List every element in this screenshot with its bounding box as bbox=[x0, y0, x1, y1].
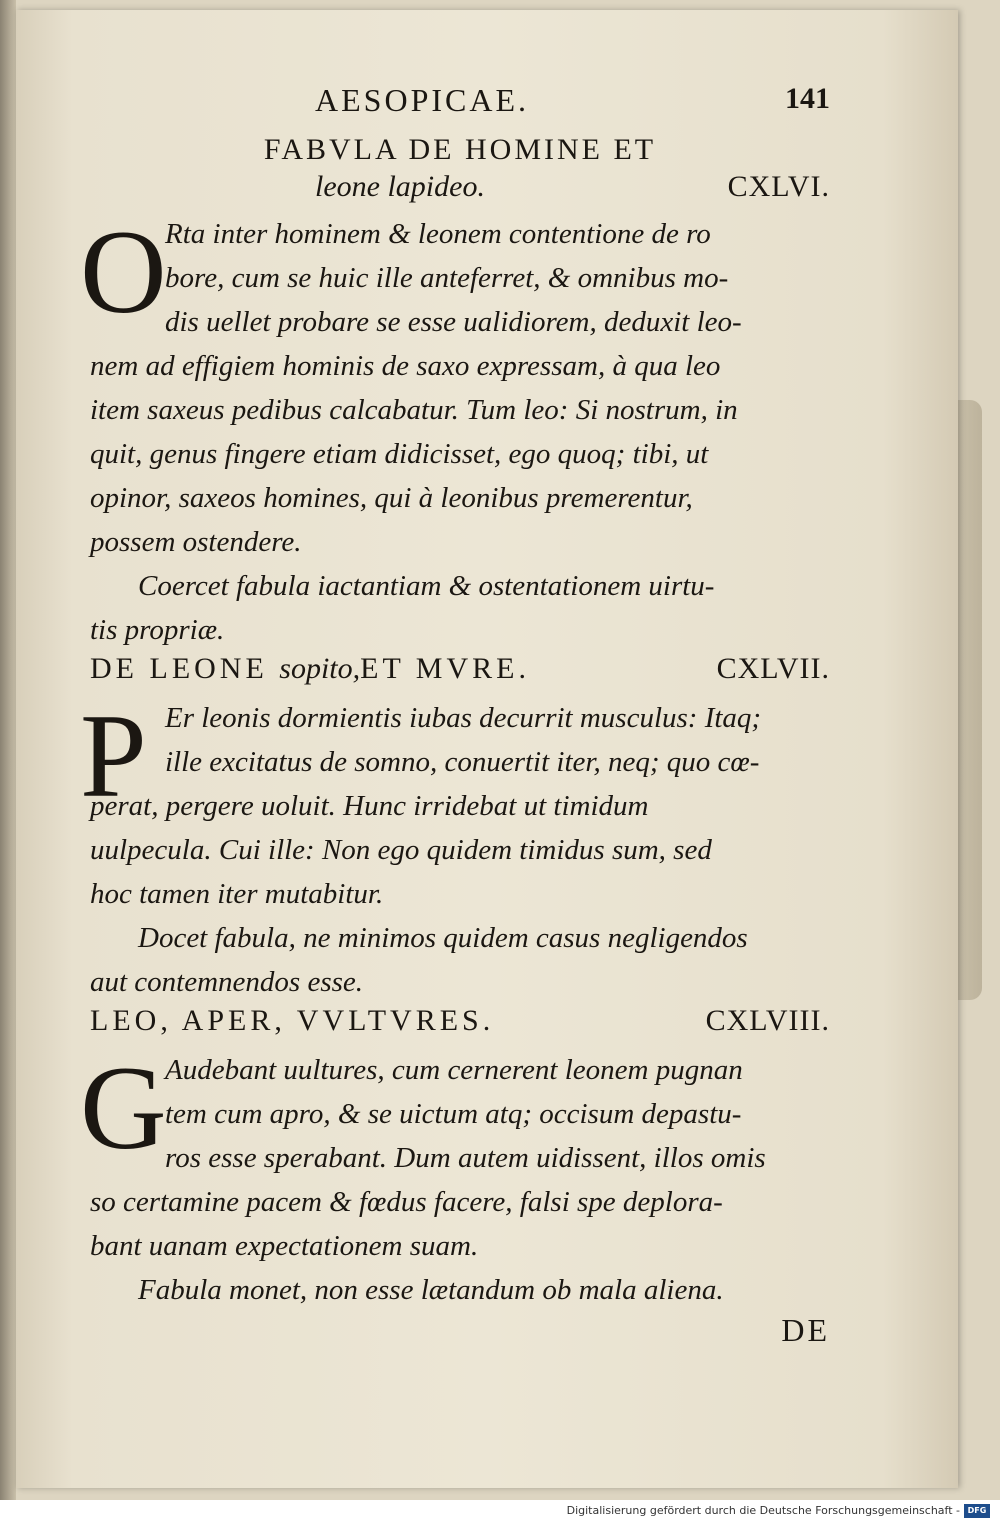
page-number: 141 bbox=[785, 82, 830, 115]
text-line: dis uellet probare se esse ualidiorem, deduxit leo- bbox=[165, 306, 742, 338]
fable-146-subtitle: leone lapideo. bbox=[315, 170, 485, 203]
fable-148 bbox=[80, 1004, 830, 1312]
text-line: bore, cum se huic ille anteferret, & omnibus mo- bbox=[165, 262, 729, 294]
fable-147-numeral: CXLVII. bbox=[716, 652, 830, 685]
fable-146 bbox=[80, 130, 830, 652]
fable-147 bbox=[80, 652, 830, 1004]
moral-line: aut contemnendos esse. bbox=[90, 966, 364, 998]
book-spine bbox=[0, 0, 16, 1500]
text-line: Audebant uultures, cum cernerent leonem pugnan bbox=[165, 1054, 743, 1086]
fable-146-subheading bbox=[90, 170, 830, 212]
text-line: perat, pergere uoluit. Hunc irridebat ut timidum bbox=[90, 790, 649, 822]
fable-148-moral bbox=[90, 1268, 830, 1312]
fable-146-text bbox=[80, 205, 830, 564]
fable-146-numeral: CXLVI. bbox=[727, 170, 830, 203]
dropcap: G bbox=[80, 1041, 167, 1174]
text-line: bant uanam expectationem suam. bbox=[90, 1230, 479, 1262]
footer-credit: Digitalisierung gefördert durch die Deutsche Forschungsgemeinschaft - bbox=[566, 1504, 960, 1517]
fable-146-heading: FABVLA DE HOMINE ET bbox=[263, 133, 657, 166]
running-title: AESOPICAE. bbox=[315, 82, 530, 118]
fable-147-moral bbox=[90, 916, 830, 1004]
text-line: item saxeus pedibus calcabatur. Tum leo: Si nostrum, in bbox=[90, 394, 738, 426]
moral-line: Fabula monet, non esse lætandum ob mala aliena. bbox=[138, 1274, 724, 1306]
fable-148-numeral: CXLVIII. bbox=[705, 1004, 830, 1037]
text-line: so certamine pacem & fœdus facere, falsi spe deplora- bbox=[90, 1186, 723, 1218]
text-line: Er leonis dormientis iubas decurrit musculus: Itaq; bbox=[165, 702, 762, 734]
text-line: ille excitatus de somno, conuertit iter, neq; quo cœ- bbox=[165, 746, 760, 778]
fable-146-moral bbox=[90, 564, 830, 652]
text-line: quit, genus fingere etiam didicisset, ego quoq; tibi, ut bbox=[90, 438, 709, 470]
fable-147-text bbox=[80, 689, 830, 916]
page-content bbox=[80, 82, 830, 1348]
fable-147-title-prefix: DE LEONE bbox=[90, 652, 268, 685]
fable-147-title bbox=[90, 652, 530, 686]
fable-148-text bbox=[80, 1041, 830, 1268]
catchword: DE bbox=[781, 1312, 830, 1348]
fable-148-heading bbox=[90, 1004, 830, 1048]
text-line: tem cum apro, & se uictum atq; occisum depastu- bbox=[165, 1098, 742, 1130]
dfg-logo-icon: DFG bbox=[964, 1504, 990, 1518]
moral-line: Docet fabula, ne minimos quidem casus negligendos bbox=[138, 922, 748, 954]
text-line: ros esse sperabant. Dum autem uidissent, illos omis bbox=[165, 1142, 766, 1174]
text-line: Rta inter hominem & leonem contentione de ro bbox=[165, 218, 711, 250]
dropcap: O bbox=[80, 205, 167, 338]
text-line: uulpecula. Cui ille: Non ego quidem timidus sum, sed bbox=[90, 834, 712, 866]
moral-line: tis propriæ. bbox=[90, 614, 225, 646]
footer-bar bbox=[0, 1500, 1000, 1522]
text-line: possem ostendere. bbox=[90, 526, 302, 558]
fable-148-title: LEO, APER, VVLTVRES. bbox=[90, 1004, 495, 1037]
dropcap: P bbox=[80, 689, 147, 822]
moral-line: Coercet fabula iactantiam & ostentationem uirtu- bbox=[138, 570, 715, 602]
text-line: hoc tamen iter mutabitur. bbox=[90, 878, 384, 910]
fable-147-heading bbox=[90, 652, 830, 696]
fable-147-title-suffix: ET MVRE. bbox=[360, 652, 530, 685]
text-line: opinor, saxeos homines, qui à leonibus premerentur, bbox=[90, 482, 693, 514]
running-head bbox=[90, 82, 830, 130]
fable-147-title-italic: sopito, bbox=[279, 652, 361, 685]
text-line: nem ad effigiem hominis de saxo expressam, à qua leo bbox=[90, 350, 721, 382]
